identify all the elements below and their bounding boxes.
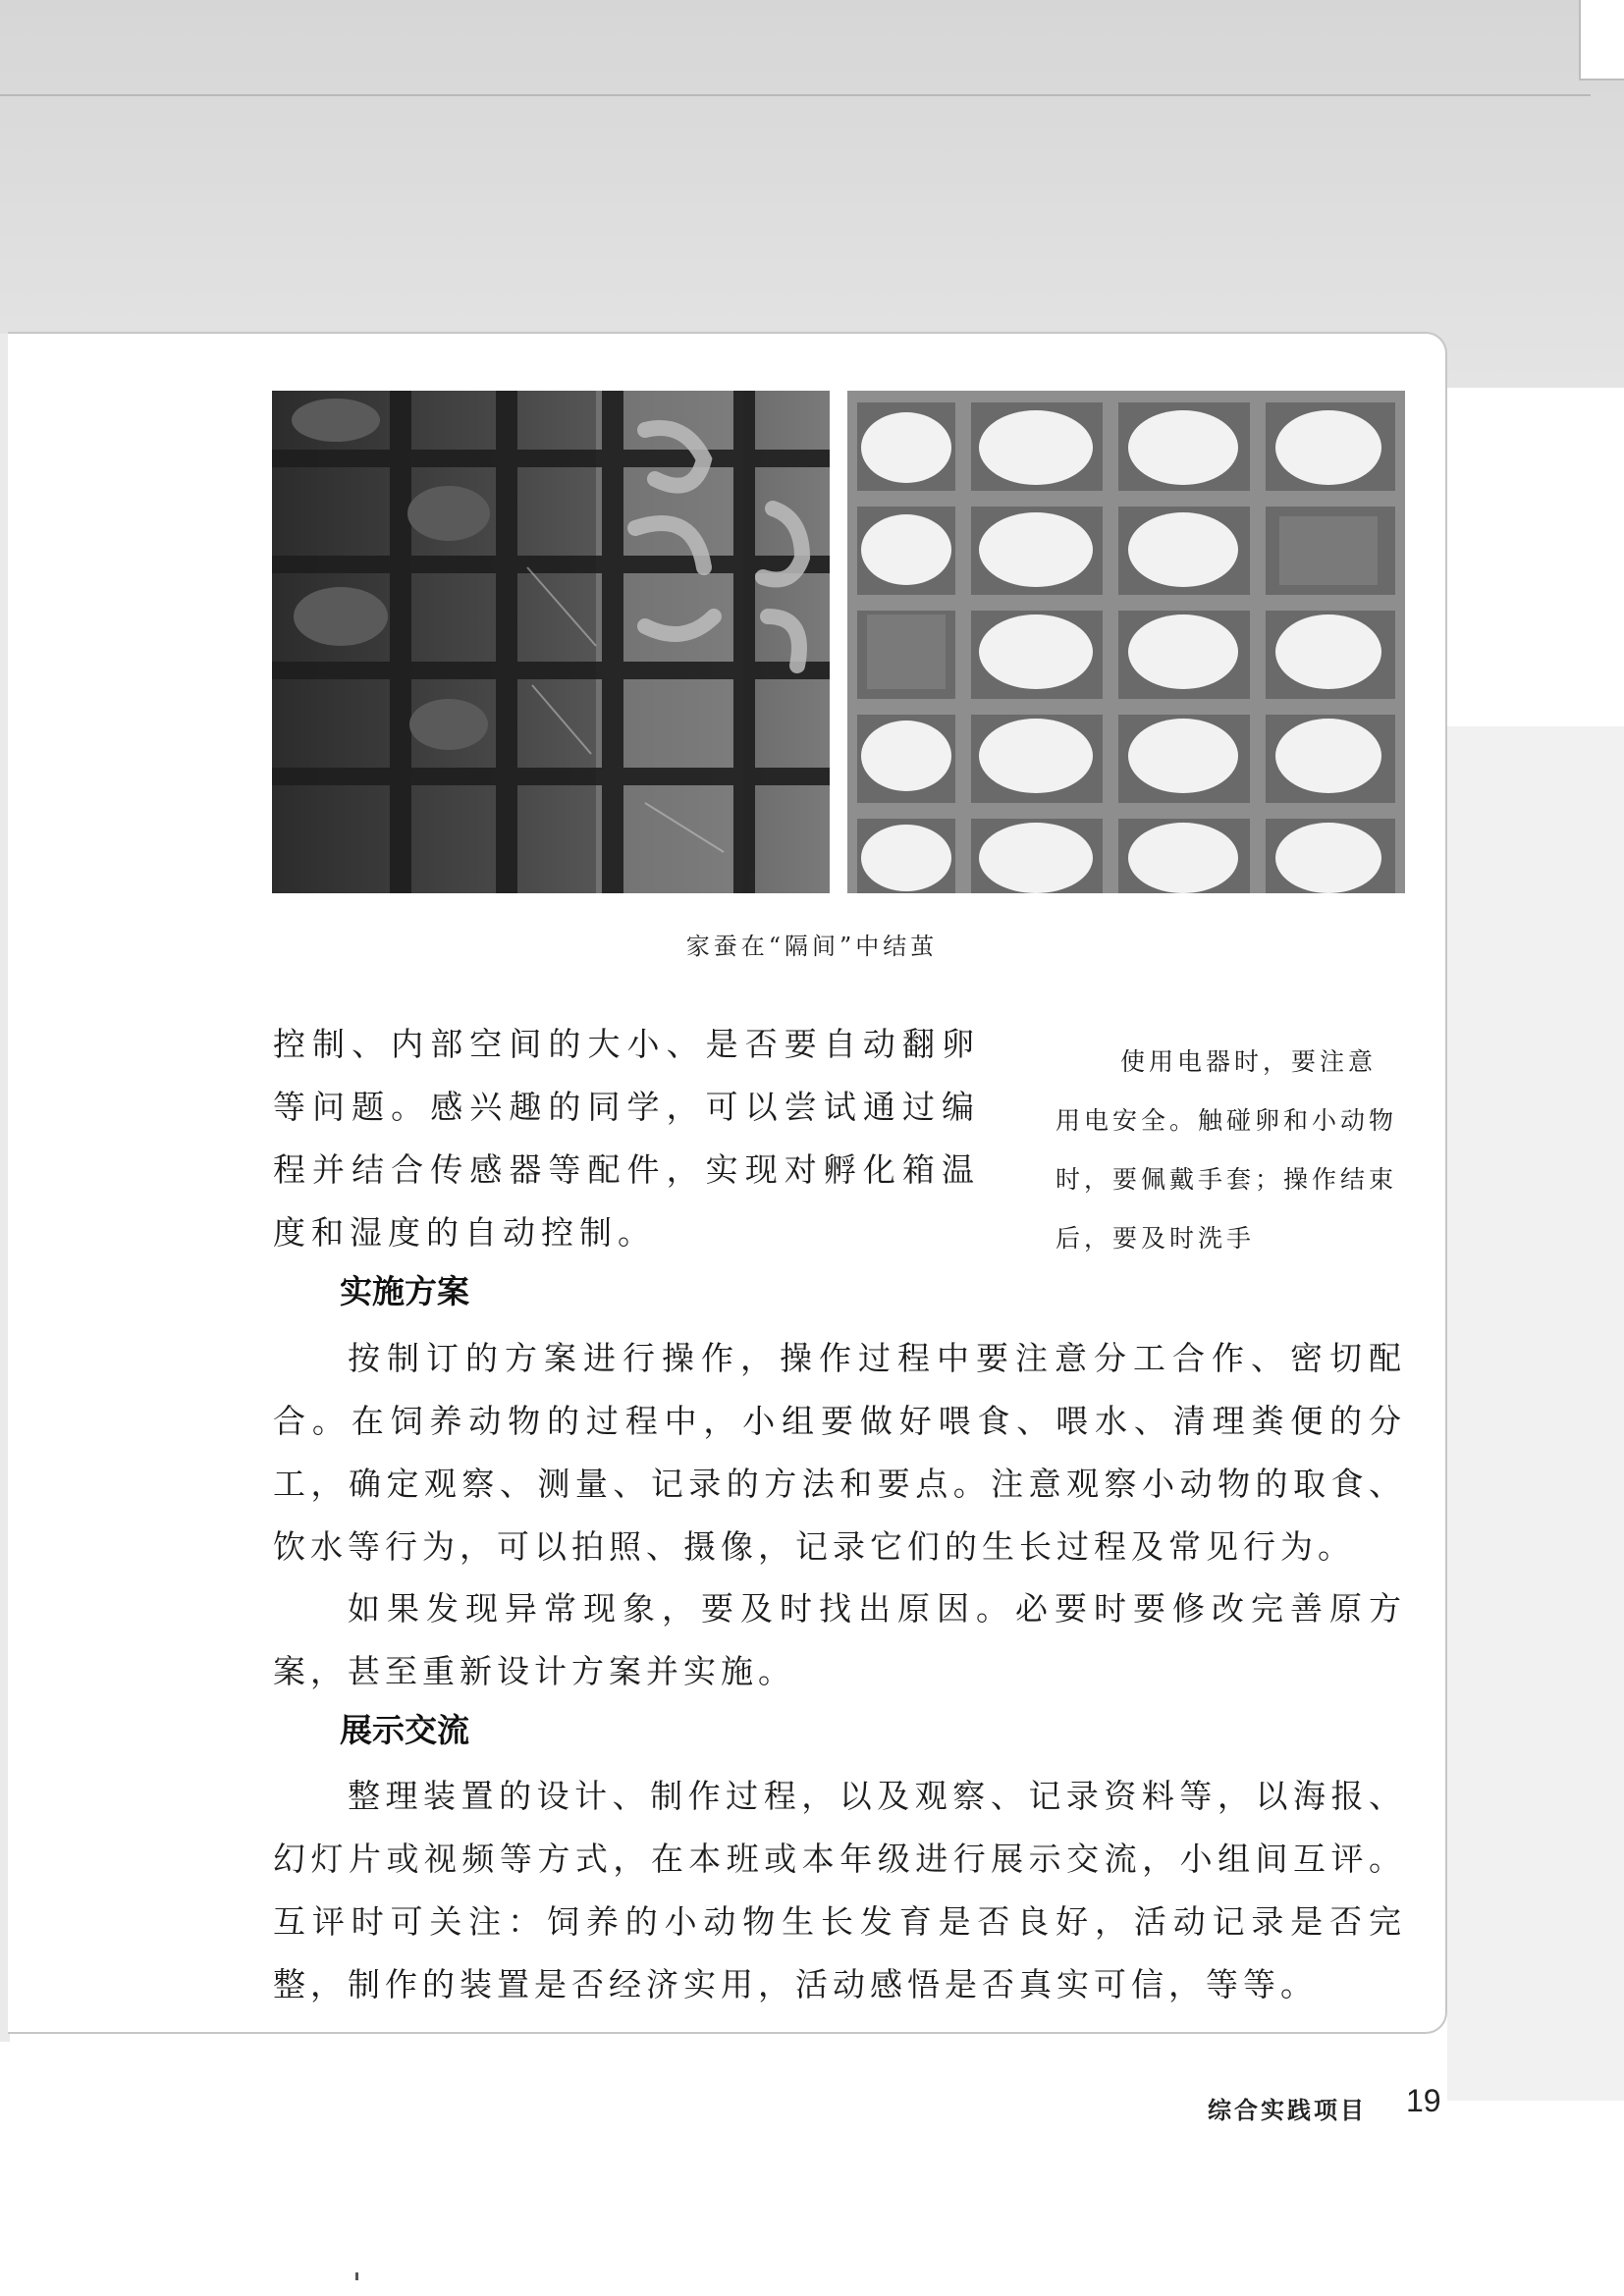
share-paragraph: 整理装置的设计、制作过程，以及观察、记录资料等，以海报、幻灯片或视频等方式，在本班或本年级进行展示交流，小组间互评。互评时可关注：饲养的小动物生长发育是否良好，活动记录是否完整，制作的装置是否经济实用，活动感悟是否真实可信，等等。 [273, 1777, 1406, 2003]
safety-note: 使用电器时，要注意用电安全。触碰卵和小动物时，要佩戴手套；操作结束后，要及时洗手 [1056, 1047, 1398, 1253]
figure [272, 391, 1407, 893]
silkworm-spinning-illustration [272, 391, 830, 893]
corner-tab [1579, 0, 1624, 80]
section-heading-share: 展示交流 [340, 1711, 469, 1749]
cocoons-in-grid-photo [847, 391, 1405, 893]
silkworm-spinning-photo [272, 391, 830, 893]
cocoon-grid-illustration [847, 391, 1405, 893]
footer-section-label: 综合实践项目 [1208, 2097, 1367, 2124]
figure-caption: 家蚕在“隔间”中结茧 [685, 933, 939, 960]
intro-paragraph: 控制、内部空间的大小、是否要自动翻卵等问题。感兴趣的同学，可以尝试通过编程并结合传感器等配件，实现对孵化箱温度和湿度的自动控制。 [273, 1025, 980, 1252]
anomaly-paragraph: 如果发现异常现象，要及时找出原因。必要时要修改完善原方案，甚至重新设计方案并实施。 [273, 1589, 1406, 1690]
plan-paragraph: 按制订的方案进行操作，操作过程中要注意分工合作、密切配合。在饲养动物的过程中，小组要做好喂食、喂水、清理粪便的分工，确定观察、测量、记录的方法和要点。注意观察小动物的取食、饮水等行为，可以拍照、摄像，记录它们的生长过程及常见行为。 [273, 1339, 1406, 1566]
page-number: 19 [1406, 2083, 1441, 2118]
section-heading-plan: 实施方案 [340, 1272, 469, 1310]
scan-speck [355, 2272, 358, 2280]
header-rule [0, 94, 1591, 96]
top-gray-band [0, 0, 1624, 388]
